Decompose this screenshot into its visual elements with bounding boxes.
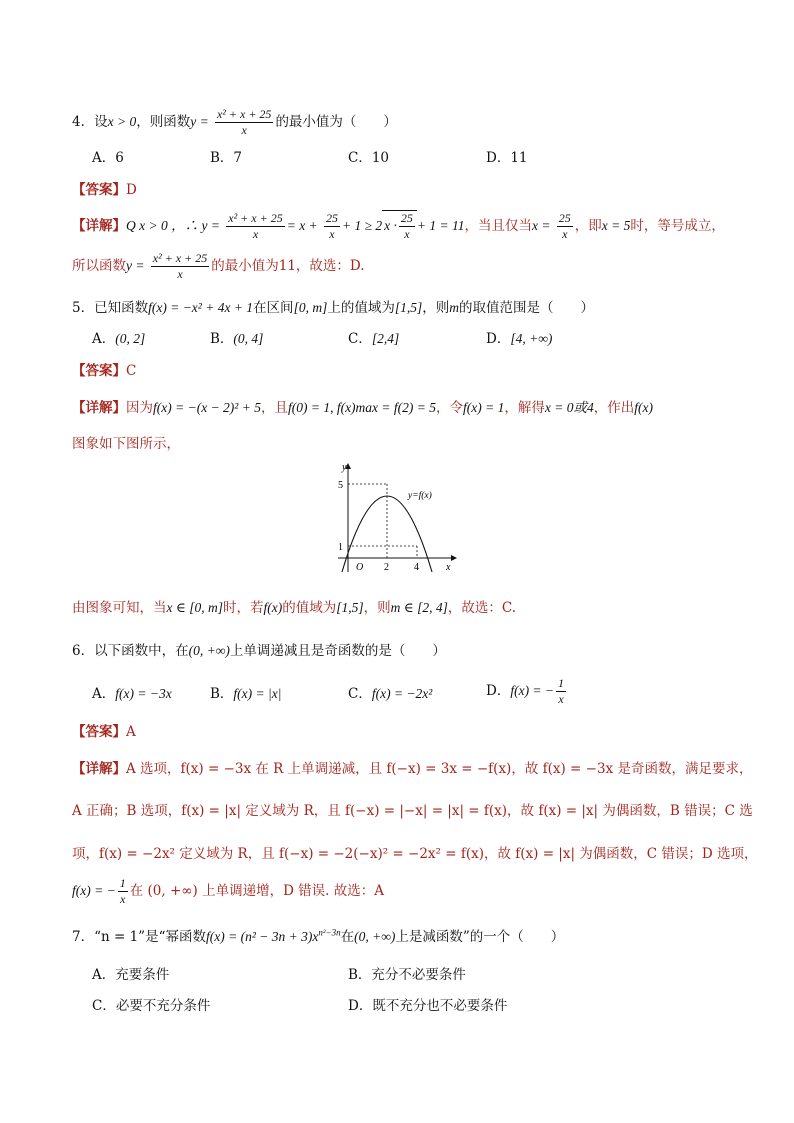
q7-stem-fn: f(x) = (n² − 3n + 3)x: [205, 929, 319, 944]
q4-detail-2b: y =: [126, 258, 145, 273]
tick-y-1: 1: [338, 542, 343, 553]
q4-fn-lhs: y =: [190, 114, 209, 129]
q7-option-b: B．充分不必要条件: [348, 967, 466, 983]
q5-detail-line2: 图象如下图所示，: [72, 436, 180, 452]
q5-conclusion-g: ，则: [363, 600, 391, 616]
q5-detail-1a: 因为: [126, 400, 153, 416]
q5-option-c-label: C．: [348, 331, 372, 347]
q5-option-a: [92, 327, 145, 347]
q4-detail-frac1-den: x: [252, 227, 259, 241]
q6-stem-interval: (0, +∞): [188, 643, 230, 658]
q4-option-a: A．6: [92, 150, 124, 166]
q6-option-d-label: D．: [486, 683, 511, 699]
q5-detail-1f: f(x) = 1: [463, 400, 505, 415]
q6-option-d-den: x: [558, 692, 564, 706]
q6-detail-4-num: 1: [119, 876, 126, 890]
q5-stem-a: 5．已知函数: [72, 300, 149, 316]
q6-option-b-value: f(x) = |x|: [233, 686, 282, 701]
q5-stem-b: 在区间: [253, 300, 294, 316]
q4-detail-line1: [72, 210, 725, 242]
q5-conclusion: [72, 596, 516, 616]
q5-answer: [72, 359, 136, 379]
q5-stem-m: m: [449, 300, 459, 315]
tick-x-4: 4: [414, 562, 419, 573]
q4-detail-1i: 时，等号成立，: [630, 218, 725, 234]
q4-detail-2-frac: [151, 251, 209, 282]
q5-option-b-label: B．: [210, 331, 234, 347]
q5-option-a-value: (0, 2]: [115, 331, 146, 346]
q4-detail-2-frac-num: x² + x + 25: [152, 251, 208, 265]
q6-stem: [72, 639, 446, 659]
q4-detail-frac1: [226, 211, 284, 242]
q6-detail-line3: 项，f(x) = −2x² 定义域为 R，且 f(−x) = −2(−x)² = −2x² = f(x)，故 f(x) = |x| 为偶函数，C 错误；D 选项，: [72, 846, 758, 862]
q5-detail-1e: ，令: [436, 400, 464, 416]
q6-detail-4-frac: [118, 876, 128, 907]
q4-detail-frac3-den: x: [562, 227, 568, 241]
q6-detail-4-den: x: [120, 892, 126, 906]
q4-detail-2-frac-den: x: [177, 267, 183, 281]
q4-detail-1d: + 1 = 11: [416, 218, 465, 233]
q4-detail-sqrt-frac: [399, 211, 415, 242]
q5-stem-fn: f(x) = −x² + 4x + 1: [148, 300, 254, 315]
q4-detail-frac2-num: 25: [325, 211, 338, 225]
q5-stem-interval: [0, m]: [293, 300, 328, 315]
q6-detail-line2: A 正确；B 选项，f(x) = |x| 定义域为 R，且 f(−x) = |−x| = |x| = f(x)，故 f(x) = |x| 为偶函数，B 错误；C 选: [72, 803, 753, 819]
q5-detail-1h: x = 0或4: [544, 400, 594, 415]
q4-detail-frac2-den: x: [329, 227, 335, 241]
q4-detail-frac3: [557, 211, 573, 242]
q6-answer-label: 【答案】: [72, 724, 126, 740]
q7-option-c: C．必要不充分条件: [92, 998, 211, 1014]
q6-option-b: [210, 682, 281, 702]
q4-detail-1g: ，即: [574, 218, 602, 234]
q4-detail-label: 【详解】: [72, 218, 126, 234]
q5-conclusion-c: 时，若: [223, 600, 264, 616]
q7-stem-exp: n²−3n: [318, 927, 341, 938]
q5-stem-c: 上的值域为: [327, 300, 395, 316]
q7-stem: [72, 925, 564, 945]
q6-option-d-frac: [556, 676, 566, 707]
q4-stem-suffix: 的最小值为（ ）: [275, 114, 397, 130]
q4-detail-sqrt: [382, 210, 417, 242]
q7-stem-b: 在: [340, 929, 355, 945]
q4-answer: [72, 178, 137, 198]
q5-detail-1j: f(x): [634, 400, 653, 415]
curve-label: y=f(x): [408, 491, 432, 501]
q6-stem-a: 6．以下函数中，在: [72, 643, 189, 659]
q5-conclusion-a: 由图象可知，当: [72, 600, 167, 616]
tick-x-2: 2: [384, 562, 389, 573]
q5-option-d-label: D．: [486, 331, 511, 347]
q5-stem-e: 的取值范围是（ ）: [458, 300, 594, 316]
q5-detail-1g: ，解得: [504, 400, 545, 416]
q4-detail-1f: x =: [531, 218, 551, 233]
q6-detail-line1: [72, 757, 752, 777]
q5-conclusion-b: x ∈ [0, m]: [166, 600, 223, 615]
q4-detail-1b: = x +: [286, 218, 318, 233]
q5-stem-d: ，则: [422, 300, 450, 316]
x-axis-label: x: [446, 562, 451, 573]
q5-stem: [72, 296, 594, 316]
q4-fn-den: x: [241, 123, 247, 137]
q4-detail-sqrt-den: x: [404, 227, 410, 241]
q4-cond: x > 0: [107, 114, 137, 129]
q6-option-b-label: B．: [210, 686, 234, 702]
q6-option-a-value: f(x) = −3x: [115, 686, 172, 701]
y-axis-label: y: [342, 462, 347, 473]
q7-option-d: D．既不充分也不必要条件: [348, 998, 508, 1014]
origin-label: O: [356, 562, 364, 573]
q4-detail-frac3-num: 25: [558, 211, 571, 225]
q6-option-d: [486, 676, 568, 707]
q6-detail-label: 【详解】: [72, 761, 126, 777]
q6-option-d-value: f(x) = −: [510, 683, 555, 698]
q5-detail-1d: f(0) = 1, f(x)max = f(2) = 5: [287, 400, 437, 415]
q5-option-a-label: A．: [92, 331, 116, 347]
q5-conclusion-d: f(x): [263, 600, 283, 615]
q5-detail-1i: ，作出: [593, 400, 635, 416]
tick-y-5: 5: [338, 480, 343, 491]
q7-stem-c: 上是减函数”的一个（ ）: [395, 929, 565, 945]
q7-stem-interval: (0, +∞): [354, 929, 396, 944]
q4-detail-1c: + 1 ≥ 2: [341, 218, 383, 233]
q4-detail-2a: 所以函数: [72, 258, 126, 274]
q6-detail-4b: 在 (0, +∞) 上单调递增，D 错误. 故选：A: [129, 883, 385, 899]
q6-option-c: [348, 682, 432, 702]
q7-option-a: A．充要条件: [92, 967, 170, 983]
q7-stem-a: 7．“n = 1”是“幂函数: [72, 929, 206, 945]
q5-option-c-value: [2,4]: [371, 331, 400, 346]
q6-detail-line4: [72, 876, 384, 907]
q6-option-a-label: A．: [92, 686, 116, 702]
q4-stem-mid: ，则函数: [136, 114, 191, 130]
q5-option-d: [486, 327, 552, 347]
q6-detail-4a: f(x) = −: [72, 883, 116, 898]
q6-detail-1-text: A 选项，f(x) = −3x 在 R 上单调递减，且 f(−x) = 3x = −f(x)，故 f(x) = −3x 是奇函数，满足要求，: [126, 761, 753, 777]
q5-conclusion-i: ，故选：C.: [447, 600, 517, 616]
q4-detail-2c: 的最小值为11，故选：D.: [211, 258, 365, 274]
q5-detail-label: 【详解】: [72, 400, 126, 416]
q5-option-c: [348, 327, 399, 347]
q4-fn-fraction: [215, 107, 273, 138]
q6-option-c-value: f(x) = −2x²: [371, 686, 433, 701]
q6-option-a: [92, 682, 172, 702]
q5-graph: [330, 460, 460, 580]
q4-answer-label: 【答案】: [72, 182, 126, 198]
q4-detail-frac1-num: x² + x + 25: [228, 211, 283, 225]
q4-fn-num: x² + x + 25: [216, 107, 272, 121]
q4-detail-line2: [72, 251, 365, 282]
q5-conclusion-h: m ∈ [2, 4]: [390, 600, 448, 615]
q5-answer-value: C: [126, 363, 137, 379]
q5-conclusion-f: [1,5]: [336, 600, 364, 615]
q4-detail-1h: x = 5: [601, 218, 631, 233]
q6-answer-value: A: [126, 724, 136, 740]
q6-answer: [72, 720, 136, 740]
q5-stem-range: [1,5]: [394, 300, 423, 315]
q5-option-b-value: (0, 4]: [233, 331, 264, 346]
q4-stem: [72, 107, 397, 138]
q4-stem-prefix: 4．设: [72, 114, 108, 130]
q4-detail-1a: Q x > 0 ，∴ y =: [126, 218, 220, 233]
q4-answer-value: D: [126, 182, 137, 198]
q5-answer-label: 【答案】: [72, 363, 126, 379]
q5-detail-1c: ，且: [260, 400, 288, 416]
q6-option-d-num: 1: [558, 676, 565, 690]
q6-stem-b: 上单调递减且是奇函数的是（ ）: [229, 643, 446, 659]
q4-detail-sqrt-num: 25: [400, 211, 413, 225]
q4-detail-frac2: [324, 211, 340, 242]
q4-detail-1e: ，当且仅当: [464, 218, 532, 234]
q5-option-d-value: [4, +∞): [510, 331, 553, 346]
q5-detail-1b: f(x) = −(x − 2)² + 5: [153, 400, 261, 415]
q5-conclusion-e: 的值域为: [282, 600, 337, 616]
q4-option-c: C．10: [348, 150, 390, 166]
q4-option-b: B．7: [210, 150, 243, 166]
q4-option-d: D．11: [486, 150, 528, 166]
q4-detail-sqrt-x: x ·: [384, 218, 397, 233]
q5-detail-line1: [72, 396, 653, 416]
q5-option-b: [210, 327, 263, 347]
q6-option-c-label: C．: [348, 686, 372, 702]
